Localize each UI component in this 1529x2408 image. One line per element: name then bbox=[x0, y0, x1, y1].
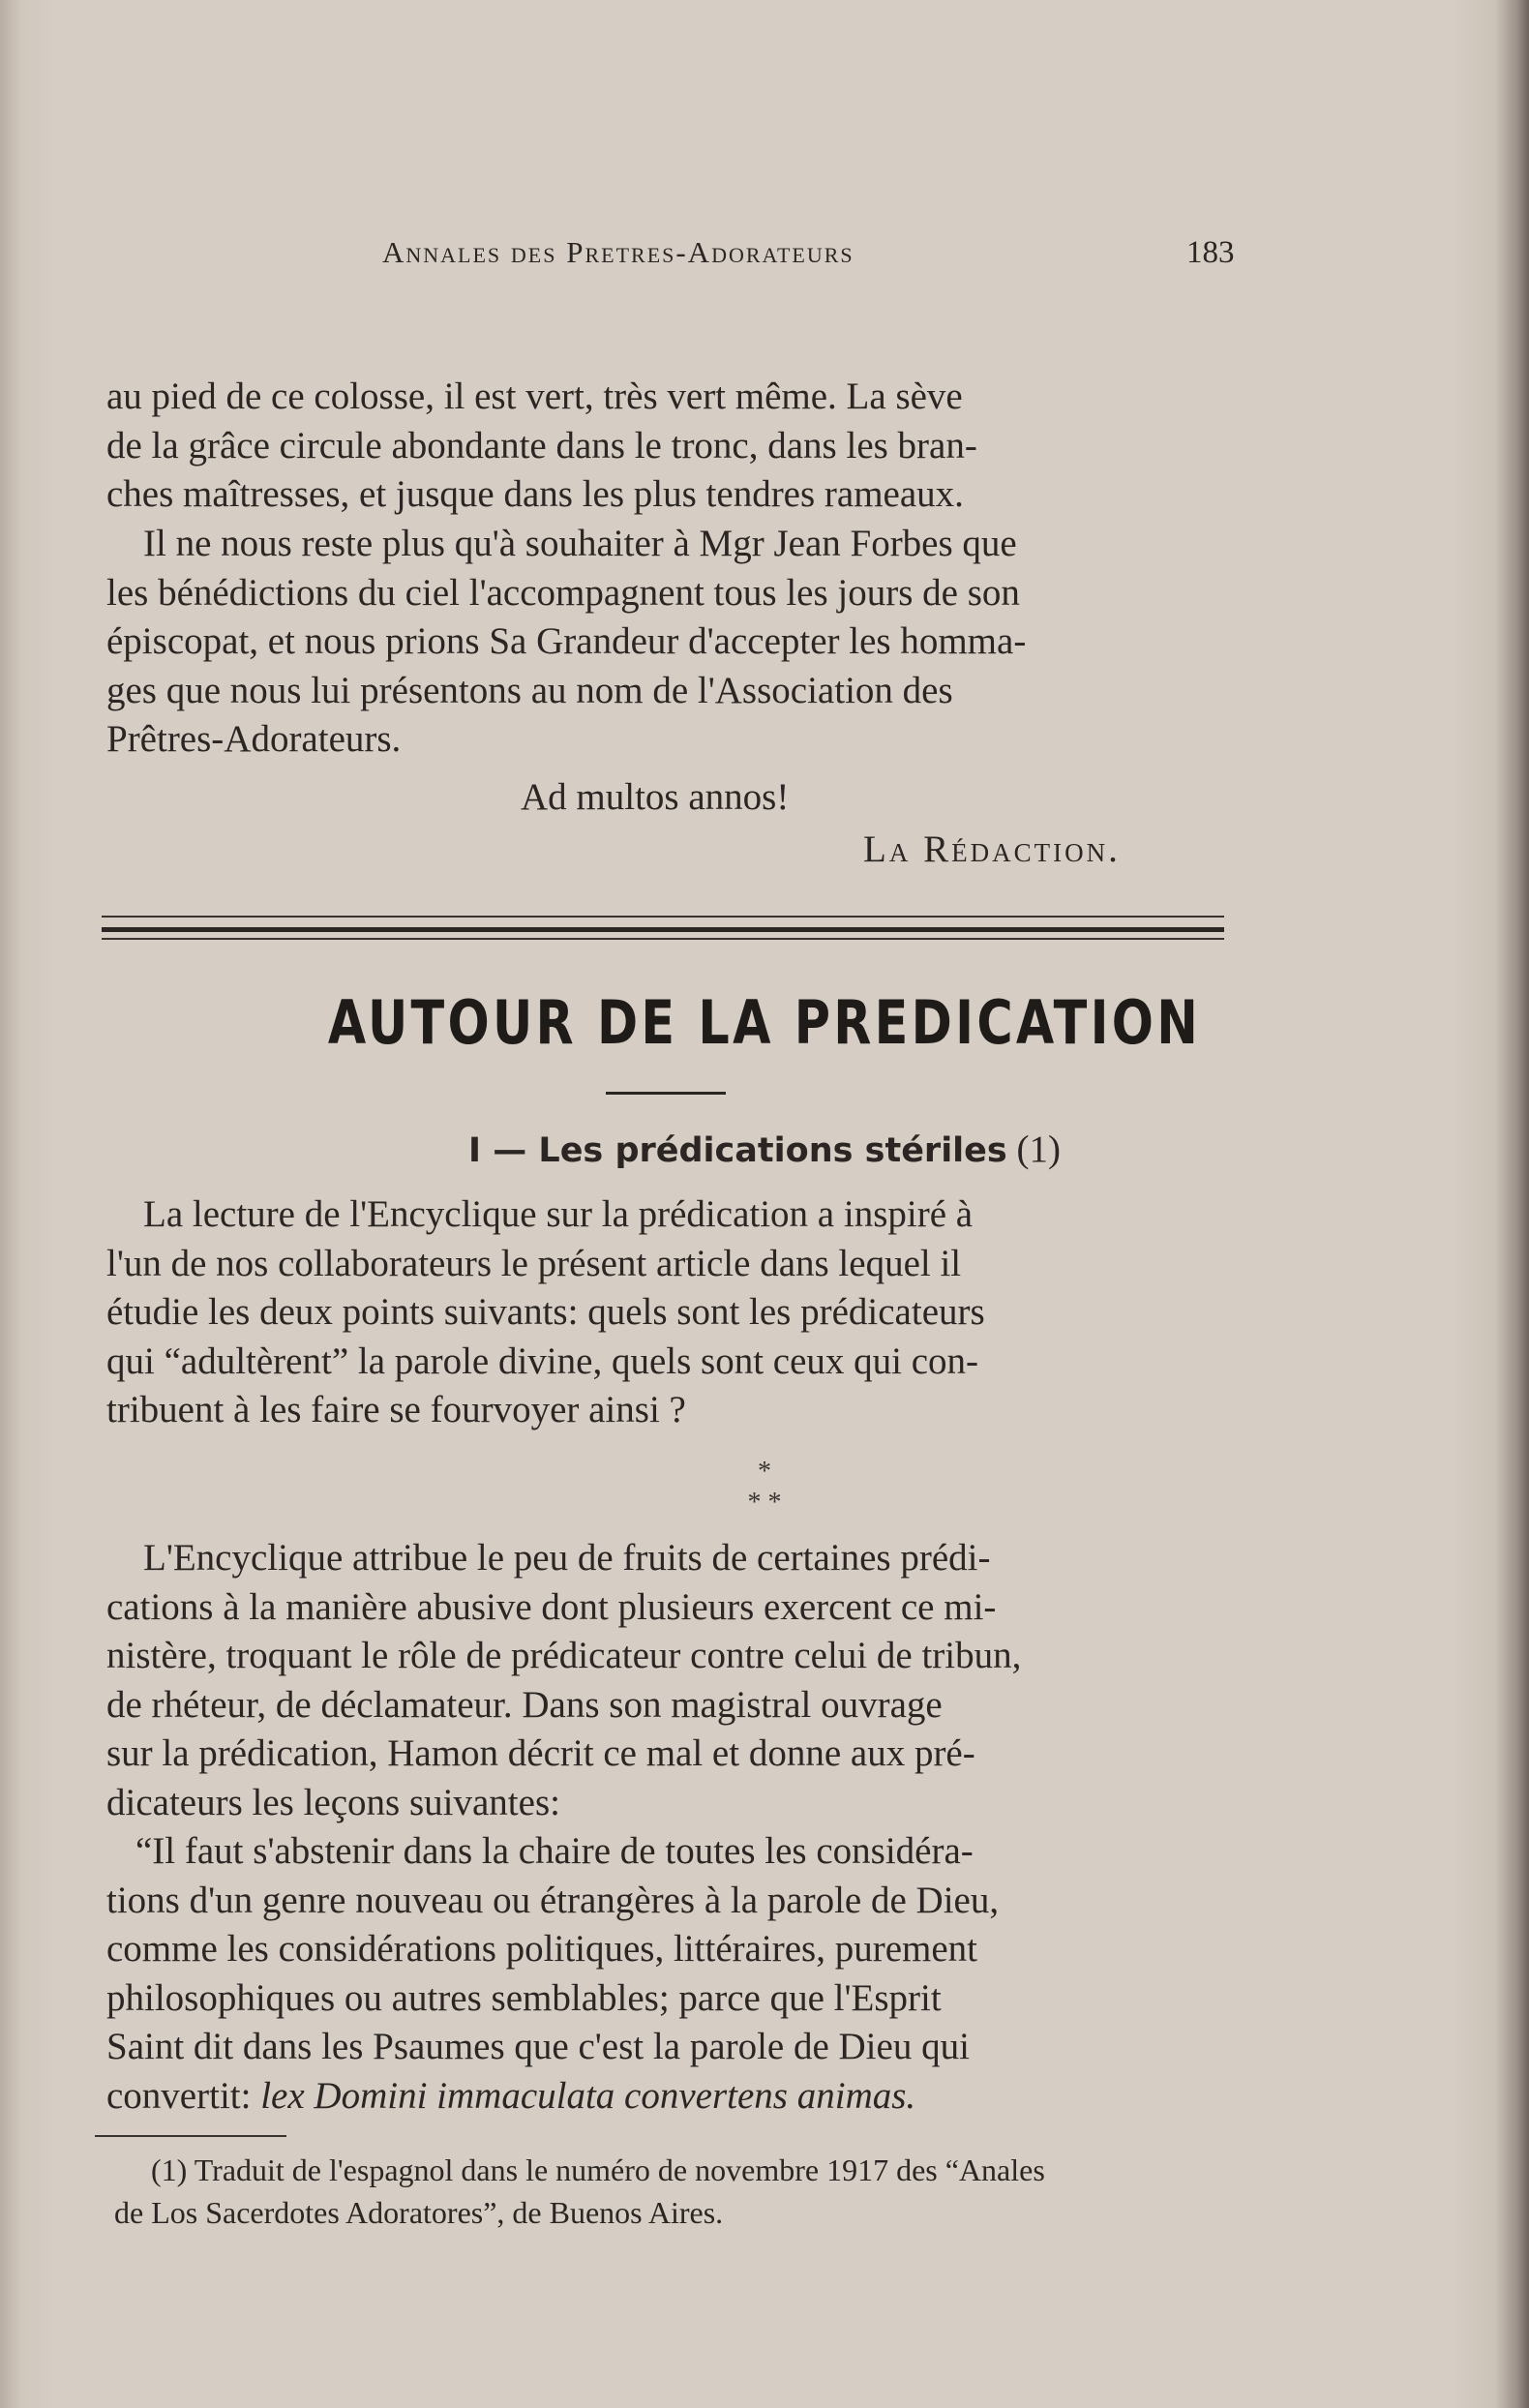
text-line: comme les considérations politiques, littéraires, purement bbox=[106, 1928, 978, 1970]
text-line: philosophiques ou autres semblables; parce que l'Esprit bbox=[106, 1976, 942, 2019]
footnote-ref: (1) bbox=[1016, 1129, 1061, 1170]
text-line: ges que nous lui présentons au nom de l'Association des bbox=[106, 669, 953, 711]
text-line: au pied de ce colosse, il est vert, très vert même. La sève bbox=[106, 376, 963, 417]
divider-rule-bottom bbox=[102, 938, 1224, 940]
separator-star-top: * bbox=[758, 1457, 771, 1487]
footnote-line: de Los Sacerdotes Adoratores”, de Buenos Aires. bbox=[114, 2195, 724, 2230]
text-line: cations à la manière abusive dont plusieurs exercent ce mi- bbox=[106, 1585, 997, 1628]
text-line: La lecture de l'Encyclique sur la prédication a inspiré à bbox=[143, 1193, 974, 1235]
signature: La Rédaction. bbox=[863, 828, 1121, 870]
text-line: ches maîtresses, et jusque dans les plus tendres rameaux. bbox=[106, 473, 964, 515]
text-line: l'un de nos collaborateurs le présent article dans lequel il bbox=[106, 1242, 962, 1284]
article-title: AUTOUR DE LA PREDICATION bbox=[327, 987, 1202, 1058]
text-line: de rhéteur, de déclamateur. Dans son magistral ouvrage bbox=[106, 1683, 943, 1726]
sub-heading bbox=[0, 1128, 1529, 1171]
divider-rule-top bbox=[102, 916, 1224, 918]
footnote-rule bbox=[95, 2135, 286, 2137]
closing-salutation: Ad multos annos! bbox=[521, 776, 790, 818]
running-head bbox=[0, 235, 1529, 284]
page-number: 183 bbox=[1186, 235, 1235, 270]
text-line: les bénédictions du ciel l'accompagnent tous les jours de son bbox=[106, 571, 1020, 614]
text-line: tions d'un genre nouveau ou étrangères à la parole de Dieu, bbox=[106, 1879, 1000, 1921]
footnote-line: (1) Traduit de l'espagnol dans le numéro de novembre 1917 des “Anales bbox=[151, 2152, 1045, 2187]
continuation-paragraph-1 bbox=[106, 373, 1234, 520]
sub-heading-text: I — Les prédications stériles bbox=[468, 1131, 1007, 1170]
continuation-paragraph-2 bbox=[106, 520, 1234, 765]
text-line: Il ne nous reste plus qu'à souhaiter à Mgr Jean Forbes que bbox=[143, 523, 1017, 564]
running-title: Annales des Pretres-Adorateurs bbox=[382, 235, 854, 269]
divider-rule-thick bbox=[102, 927, 1224, 932]
footnote bbox=[114, 2149, 1217, 2234]
text-line: tribuent à les faire se fourvoyer ainsi ? bbox=[106, 1389, 686, 1430]
separator-stars-bottom: * * bbox=[747, 1488, 782, 1518]
text-line: de la grâce circule abondante dans le tronc, dans les bran- bbox=[106, 424, 977, 467]
text-line bbox=[106, 2072, 1234, 2122]
text-line: étudie les deux points suivants: quels sont les prédicateurs bbox=[106, 1291, 985, 1333]
latin-quotation: lex Domini immaculata convertens animas. bbox=[260, 2074, 916, 2117]
text-line: dicateurs les leçons suivantes: bbox=[106, 1781, 560, 1823]
intro-paragraph bbox=[106, 1190, 1234, 1435]
text-line: qui “adultèrent” la parole divine, quels sont ceux qui con- bbox=[106, 1339, 979, 1382]
text-line: “Il faut s'abstenir dans la chaire de toutes les considéra- bbox=[135, 1830, 974, 1872]
quote-paragraph bbox=[106, 1827, 1234, 2121]
text-line: L'Encyclique attribue le peu de fruits de certaines prédi- bbox=[143, 1537, 991, 1579]
text-line: Prêtres-Adorateurs. bbox=[106, 718, 402, 760]
body-paragraph bbox=[106, 1534, 1234, 1827]
text-line: nistère, troquant le rôle de prédicateur contre celui de tribun, bbox=[106, 1635, 1022, 1676]
text-line: Saint dit dans les Psaumes que c'est la parole de Dieu qui bbox=[106, 2026, 970, 2067]
title-underline bbox=[606, 1092, 726, 1095]
text-line: sur la prédication, Hamon décrit ce mal et donne aux pré- bbox=[106, 1732, 975, 1774]
text-line: épiscopat, et nous prions Sa Grandeur d'accepter les homma- bbox=[106, 620, 1027, 662]
quote-last-plain: convertit: bbox=[106, 2074, 252, 2117]
